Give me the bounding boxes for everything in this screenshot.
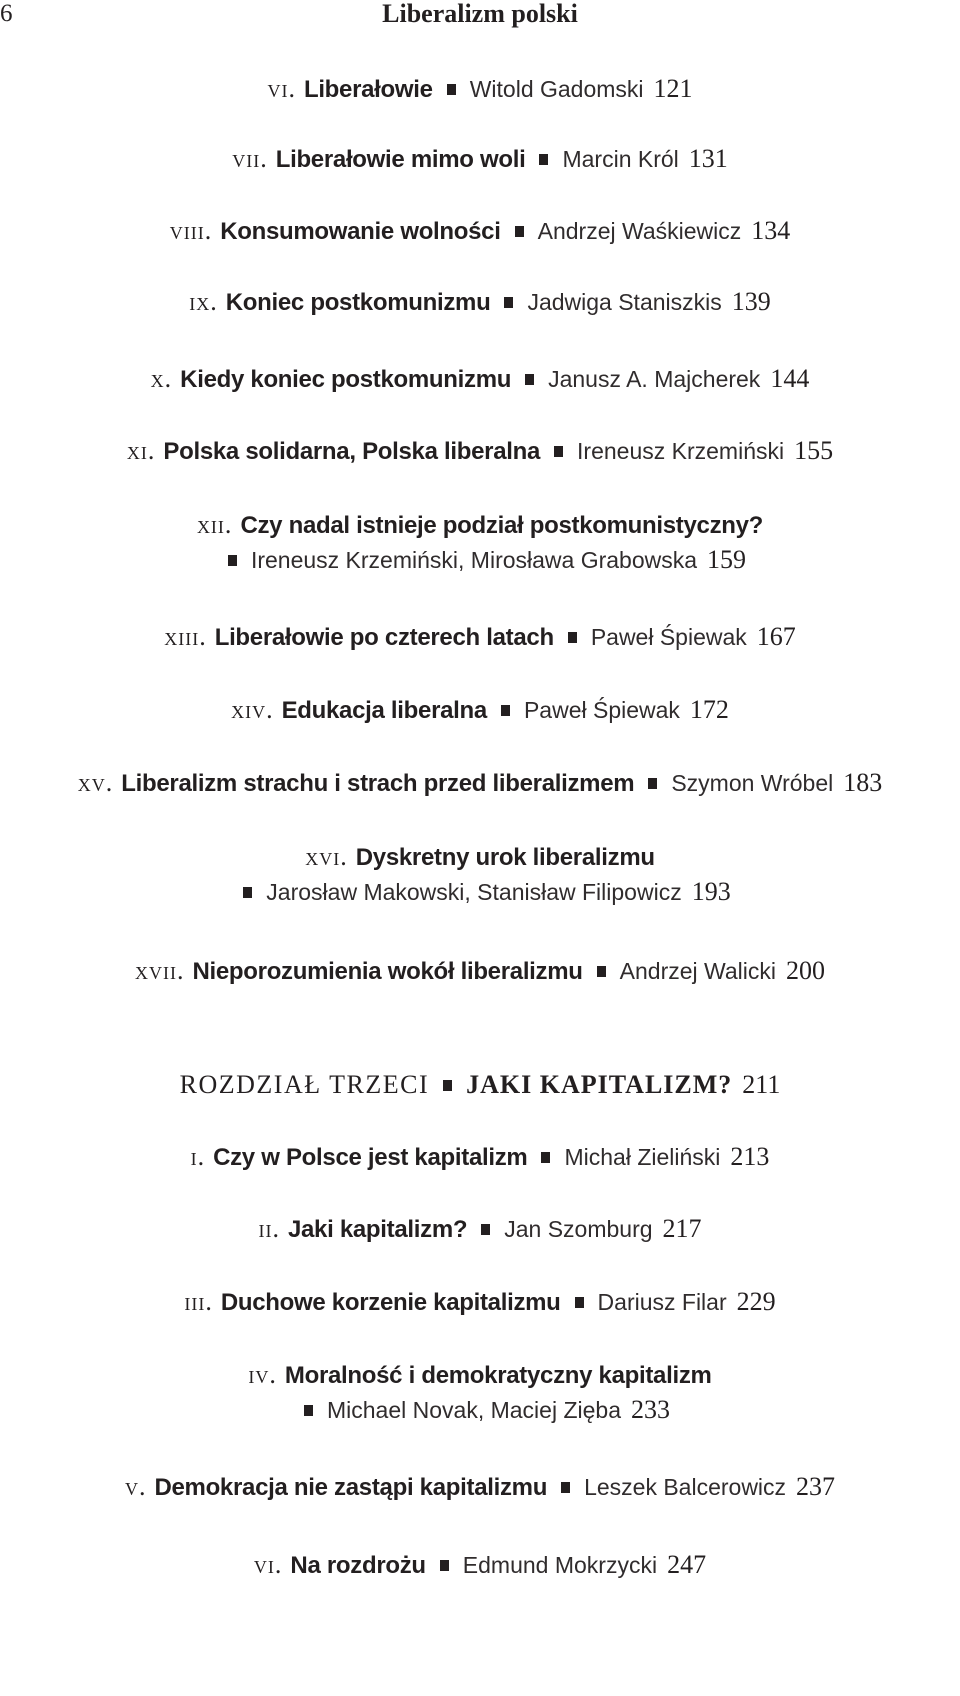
entry-title: Nieporozumienia wokół liberalizmu — [192, 958, 583, 985]
toc-entry — [0, 1212, 960, 1247]
entry-author: Witold Gadomski — [469, 76, 644, 102]
entry-title: Demokracja nie zastąpi kapitalizmu — [154, 1474, 548, 1501]
entry-numeral: viii. — [169, 216, 213, 245]
entry-numeral: vi. — [267, 74, 296, 103]
entry-author: Michał Zieliński — [564, 1144, 721, 1170]
entry-author: Szymon Wróbel — [671, 770, 834, 796]
entry-title: Na rozdrożu — [290, 1552, 426, 1579]
toc-entry — [0, 1140, 960, 1175]
square-bullet-icon — [443, 1080, 452, 1091]
entry-numeral: xi. — [126, 436, 156, 465]
entry-author: Jan Szomburg — [504, 1216, 653, 1242]
entry-author: Marcin Król — [562, 146, 679, 172]
square-bullet-icon — [481, 1224, 490, 1235]
square-bullet-icon — [568, 632, 577, 643]
toc-entry — [0, 508, 960, 577]
entry-numeral: v. — [124, 1472, 147, 1501]
entry-page: 193 — [691, 877, 731, 906]
entry-numeral: iv. — [248, 1360, 277, 1389]
toc-entry — [0, 214, 960, 249]
entry-title: Dyskretny urok liberalizmu — [355, 844, 655, 871]
entry-author: Ireneusz Krzemiński, Mirosława Grabowska — [250, 547, 698, 573]
toc-entry — [0, 72, 960, 107]
entry-page: 233 — [631, 1395, 670, 1424]
entry-numeral: ix. — [189, 287, 218, 316]
entry-title: Liberałowie — [303, 76, 433, 103]
entry-title: Liberałowie mimo woli — [275, 146, 526, 173]
entry-page: 172 — [689, 695, 729, 724]
square-bullet-icon — [597, 966, 606, 977]
toc-entry — [0, 434, 960, 469]
entry-page: 159 — [707, 545, 747, 574]
entry-numeral: xii. — [196, 510, 233, 539]
square-bullet-icon — [525, 374, 534, 385]
entry-numeral: iii. — [184, 1287, 213, 1316]
entry-numeral: vi. — [253, 1550, 283, 1579]
entry-title: Edukacja liberalna — [281, 697, 487, 724]
toc-entry — [0, 285, 960, 320]
entry-line-title — [0, 1358, 960, 1393]
square-bullet-icon — [648, 778, 657, 789]
entry-author: Leszek Balcerowicz — [584, 1474, 787, 1500]
square-bullet-icon — [539, 154, 548, 165]
entry-title: Polska solidarna, Polska liberalna — [163, 438, 541, 465]
entry-title: Czy w Polsce jest kapitalizm — [213, 1144, 528, 1171]
entry-author: Andrzej Walicki — [619, 958, 777, 984]
entry-line-title — [0, 840, 960, 875]
entry-numeral: xvii. — [134, 956, 185, 985]
square-bullet-icon — [243, 887, 252, 898]
entry-title: Koniec postkomunizmu — [225, 289, 491, 316]
toc-entry — [0, 1548, 960, 1583]
toc-entry — [0, 954, 960, 989]
square-bullet-icon — [504, 297, 513, 308]
toc-entry — [0, 693, 960, 728]
toc-entry — [0, 840, 960, 909]
entry-author: Dariusz Filar — [597, 1289, 727, 1315]
square-bullet-icon — [561, 1482, 570, 1493]
square-bullet-icon — [515, 226, 524, 237]
entry-numeral: ii. — [258, 1214, 280, 1243]
entry-numeral: vii. — [232, 144, 268, 173]
entry-page: 134 — [751, 216, 791, 245]
entry-line-author — [0, 1393, 960, 1427]
entry-page: 217 — [662, 1214, 702, 1243]
chapter-label: ROZDZIAŁ TRZECI — [179, 1070, 430, 1099]
entry-author: Ireneusz Krzemiński — [577, 438, 785, 464]
entry-page: 167 — [756, 622, 796, 651]
square-bullet-icon — [304, 1405, 313, 1416]
entry-numeral: xvi. — [305, 842, 348, 871]
entry-author: Jadwiga Staniszkis — [527, 289, 722, 315]
entry-author: Paweł Śpiewak — [523, 697, 680, 723]
toc-entry — [0, 1285, 960, 1320]
entry-page: 131 — [688, 144, 728, 173]
entry-page: 213 — [730, 1142, 770, 1171]
entry-page: 183 — [843, 768, 883, 797]
entry-page: 200 — [786, 956, 826, 985]
entry-page: 121 — [653, 74, 693, 103]
toc-entry — [0, 1470, 960, 1505]
square-bullet-icon — [501, 705, 510, 716]
entry-numeral: xv. — [77, 768, 114, 797]
entry-author: Janusz A. Majcherek — [548, 366, 761, 392]
chapter-title: JAKI KAPITALIZM? — [466, 1070, 733, 1099]
toc-entry — [0, 766, 960, 801]
entry-page: 155 — [794, 436, 834, 465]
toc-entry — [0, 620, 960, 655]
entry-author: Edmund Mokrzycki — [462, 1552, 658, 1578]
running-head: Liberalizm polski — [382, 0, 578, 28]
entry-page: 229 — [736, 1287, 776, 1316]
entry-title: Kiedy koniec postkomunizmu — [180, 366, 512, 393]
entry-numeral: x. — [150, 364, 173, 393]
entry-title: Liberalizm strachu i strach przed liberalizmem — [121, 770, 635, 797]
entry-page: 144 — [770, 364, 810, 393]
square-bullet-icon — [440, 1560, 449, 1571]
entry-line-author — [0, 543, 960, 577]
chapter-page: 211 — [742, 1070, 781, 1099]
toc-entry — [0, 1358, 960, 1427]
entry-author: Jarosław Makowski, Stanisław Filipowicz — [266, 879, 682, 905]
square-bullet-icon — [554, 446, 563, 457]
chapter-heading — [0, 1068, 960, 1102]
entry-line-title — [0, 508, 960, 543]
entry-author: Andrzej Waśkiewicz — [537, 218, 742, 244]
entry-numeral: xiii. — [164, 622, 207, 651]
entry-page: 247 — [667, 1550, 707, 1579]
entry-title: Duchowe korzenie kapitalizmu — [220, 1289, 561, 1316]
entry-numeral: i. — [190, 1142, 206, 1171]
page-number: 6 — [0, 0, 13, 27]
square-bullet-icon — [447, 84, 456, 95]
entry-page: 139 — [731, 287, 771, 316]
entry-title: Moralność i demokratyczny kapitalizm — [284, 1362, 712, 1389]
entry-page: 237 — [796, 1472, 836, 1501]
entry-author: Paweł Śpiewak — [590, 624, 747, 650]
entry-title: Liberałowie po czterech latach — [214, 624, 554, 651]
toc-entry — [0, 362, 960, 397]
entry-author: Michael Novak, Maciej Zięba — [326, 1397, 621, 1423]
toc-entry — [0, 142, 960, 177]
square-bullet-icon — [228, 555, 237, 566]
entry-title: Konsumowanie wolności — [220, 218, 501, 245]
entry-title: Jaki kapitalizm? — [287, 1216, 468, 1243]
entry-title: Czy nadal istnieje podział postkomunistyczny? — [240, 512, 764, 539]
entry-line-author — [0, 875, 960, 909]
square-bullet-icon — [575, 1297, 584, 1308]
entry-numeral: xiv. — [231, 695, 274, 724]
square-bullet-icon — [541, 1152, 550, 1163]
